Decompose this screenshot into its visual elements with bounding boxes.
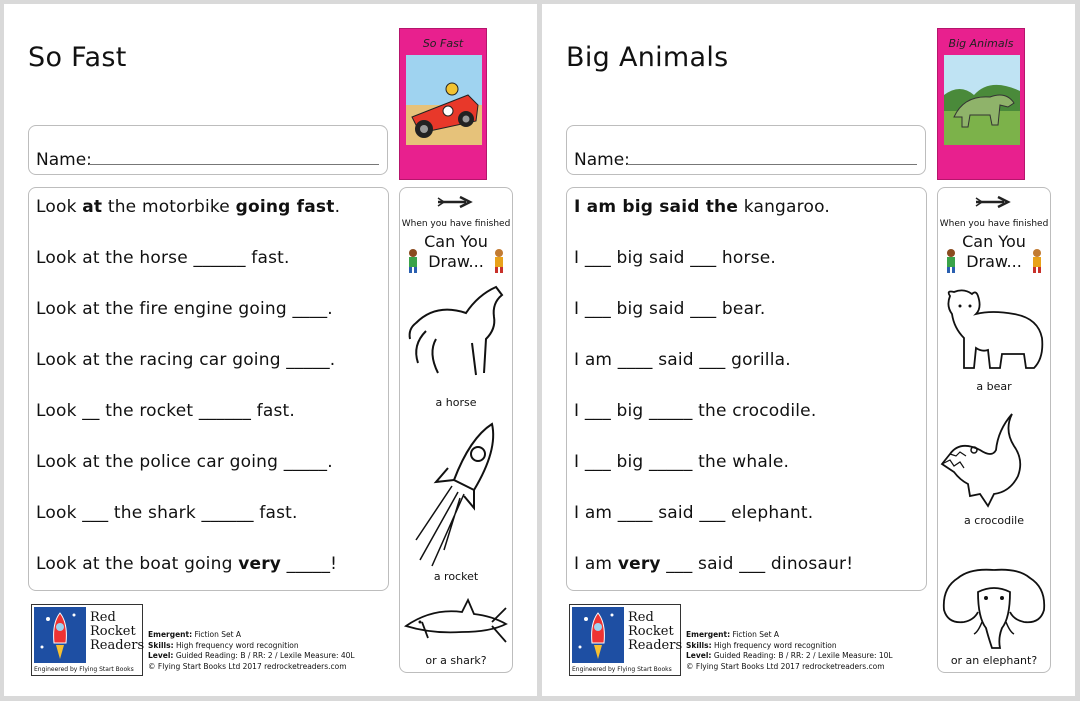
info-copyright: © Flying Start Books Ltd 2017 redrocketreaders.com bbox=[686, 661, 885, 671]
draw-line: Draw... bbox=[966, 252, 1022, 271]
drawing-label-2: a rocket bbox=[433, 570, 479, 583]
sentence-text: the motorbike bbox=[102, 197, 236, 217]
sentence-text: I ___ big _____ the whale. bbox=[574, 452, 790, 472]
sentence-text: very bbox=[238, 554, 282, 574]
sentence-text: I ___ big said ___ bear. bbox=[574, 299, 766, 319]
sentence-text: I ___ big _____ the crocodile. bbox=[574, 401, 817, 421]
sentence-6 bbox=[36, 452, 333, 472]
book-info bbox=[686, 630, 893, 672]
sentence-text: kangaroo. bbox=[738, 197, 830, 217]
can-you-line: Can You bbox=[424, 232, 488, 251]
sentence-text: Look __ the rocket ______ fast. bbox=[36, 401, 295, 421]
name-label: Name: bbox=[574, 150, 630, 170]
crocodile-drawing-icon bbox=[940, 410, 1048, 510]
worksheet-page-so-fast bbox=[4, 4, 537, 696]
book-cover-image bbox=[399, 28, 487, 180]
racing-car-illustration bbox=[406, 55, 482, 145]
sentence-1 bbox=[574, 197, 830, 217]
sentence-4 bbox=[574, 350, 791, 370]
red-rocket-readers-logo bbox=[31, 604, 143, 676]
sentence-text: Look ___ the shark ______ fast. bbox=[36, 503, 298, 523]
sentence-text: _____! bbox=[281, 554, 338, 574]
info-level: Level: Guided Reading: B / RR: 2 / Lexile Measure: 40L bbox=[148, 651, 355, 660]
can-you-line: Can You bbox=[962, 232, 1026, 251]
sentence-3 bbox=[574, 299, 765, 319]
sentence-text: I ___ big said ___ horse. bbox=[574, 248, 777, 268]
drawing-panel bbox=[937, 187, 1051, 673]
cover-title: So Fast bbox=[422, 37, 464, 50]
elephant-drawing-icon bbox=[940, 562, 1048, 652]
sentence-text: Look bbox=[36, 197, 83, 217]
book-info bbox=[148, 630, 355, 672]
sentences-box bbox=[566, 187, 927, 591]
sentence-text: Look at the fire engine going ____. bbox=[36, 299, 333, 319]
info-skills: Skills: High frequency word recognition bbox=[148, 640, 299, 650]
sentence-text: I am ____ said ___ elephant. bbox=[574, 503, 814, 523]
sentences-box bbox=[28, 187, 389, 591]
red-rocket-readers-logo bbox=[569, 604, 681, 676]
drawing-label-1: a horse bbox=[435, 396, 477, 409]
sentence-1 bbox=[36, 197, 340, 217]
kid-right-icon bbox=[492, 248, 506, 274]
name-input-line[interactable] bbox=[627, 164, 917, 165]
page-title: Big Animals bbox=[566, 42, 729, 73]
drawing-panel bbox=[399, 187, 513, 673]
sentence-2 bbox=[36, 248, 290, 268]
sentence-4 bbox=[36, 350, 335, 370]
logo-rocket-art bbox=[572, 607, 624, 663]
sentence-2 bbox=[574, 248, 776, 268]
sentence-text: Look at the police car going _____. bbox=[36, 452, 333, 472]
logo-rocket-art bbox=[34, 607, 86, 663]
logo-engineered-by: Engineered by Flying Start Books bbox=[572, 666, 672, 673]
sentence-5 bbox=[36, 401, 295, 421]
logo-engineered-by: Engineered by Flying Start Books bbox=[34, 666, 134, 673]
logo-text bbox=[90, 611, 144, 653]
when-finished-text: When you have finished bbox=[401, 219, 511, 229]
sentence-text: ___ said ___ dinosaur! bbox=[660, 554, 854, 574]
rocket-drawing-icon bbox=[414, 420, 502, 570]
sentence-text: Look at the boat going bbox=[36, 554, 239, 574]
logo-line-1: Red bbox=[628, 610, 654, 625]
when-finished-text: When you have finished bbox=[939, 219, 1049, 229]
page-title: So Fast bbox=[28, 42, 127, 73]
name-label: Name: bbox=[36, 150, 92, 170]
sentence-7 bbox=[574, 503, 813, 523]
kid-right-icon bbox=[1030, 248, 1044, 274]
logo-line-3: Readers bbox=[90, 638, 145, 653]
sentence-8 bbox=[574, 554, 853, 574]
name-box bbox=[28, 125, 388, 175]
worksheet-page-big-animals bbox=[542, 4, 1075, 696]
name-input-line[interactable] bbox=[89, 164, 379, 165]
cover-title: Big Animals bbox=[948, 37, 1014, 50]
info-skills: Skills: High frequency word recognition bbox=[686, 640, 837, 650]
info-level: Level: Guided Reading: B / RR: 2 / Lexile Measure: 10L bbox=[686, 651, 893, 660]
sentence-text: Look at the horse ______ fast. bbox=[36, 248, 290, 268]
sentence-6 bbox=[574, 452, 789, 472]
sentence-5 bbox=[574, 401, 816, 421]
sentence-text: I am bbox=[574, 554, 618, 574]
sentence-text: Look at the racing car going _____. bbox=[36, 350, 336, 370]
sentence-text: very bbox=[617, 554, 661, 574]
info-copyright: © Flying Start Books Ltd 2017 redrocketreaders.com bbox=[148, 661, 347, 671]
arrow-icon bbox=[436, 194, 476, 210]
logo-text bbox=[628, 611, 682, 653]
horse-drawing-icon bbox=[406, 283, 508, 383]
sentence-text: I am ____ said ___ gorilla. bbox=[574, 350, 791, 370]
kid-left-icon bbox=[406, 248, 420, 274]
dinosaur-illustration bbox=[944, 55, 1020, 145]
sentence-text: I am big said the bbox=[574, 197, 739, 217]
sentence-text: . bbox=[334, 197, 341, 217]
name-box bbox=[566, 125, 926, 175]
drawing-label-3: or an elephant? bbox=[950, 654, 1038, 667]
info-emergent: Emergent: Fiction Set A bbox=[148, 630, 242, 639]
sentence-text: at bbox=[82, 197, 103, 217]
sentence-8 bbox=[36, 554, 337, 574]
drawing-label-2: a crocodile bbox=[964, 514, 1024, 527]
bear-drawing-icon bbox=[942, 288, 1048, 374]
logo-line-2: Rocket bbox=[628, 624, 674, 639]
book-cover-image bbox=[937, 28, 1025, 180]
drawing-label-1: a bear bbox=[976, 380, 1012, 393]
logo-line-2: Rocket bbox=[90, 624, 136, 639]
logo-line-1: Red bbox=[90, 610, 116, 625]
arrow-icon bbox=[974, 194, 1014, 210]
logo-line-3: Readers bbox=[628, 638, 683, 653]
shark-drawing-icon bbox=[402, 598, 510, 646]
info-emergent: Emergent: Fiction Set A bbox=[686, 630, 780, 639]
sentence-text: going fast bbox=[235, 197, 335, 217]
drawing-label-3: or a shark? bbox=[425, 654, 487, 667]
kid-left-icon bbox=[944, 248, 958, 274]
sentence-7 bbox=[36, 503, 298, 523]
sentence-3 bbox=[36, 299, 333, 319]
draw-line: Draw... bbox=[428, 252, 484, 271]
